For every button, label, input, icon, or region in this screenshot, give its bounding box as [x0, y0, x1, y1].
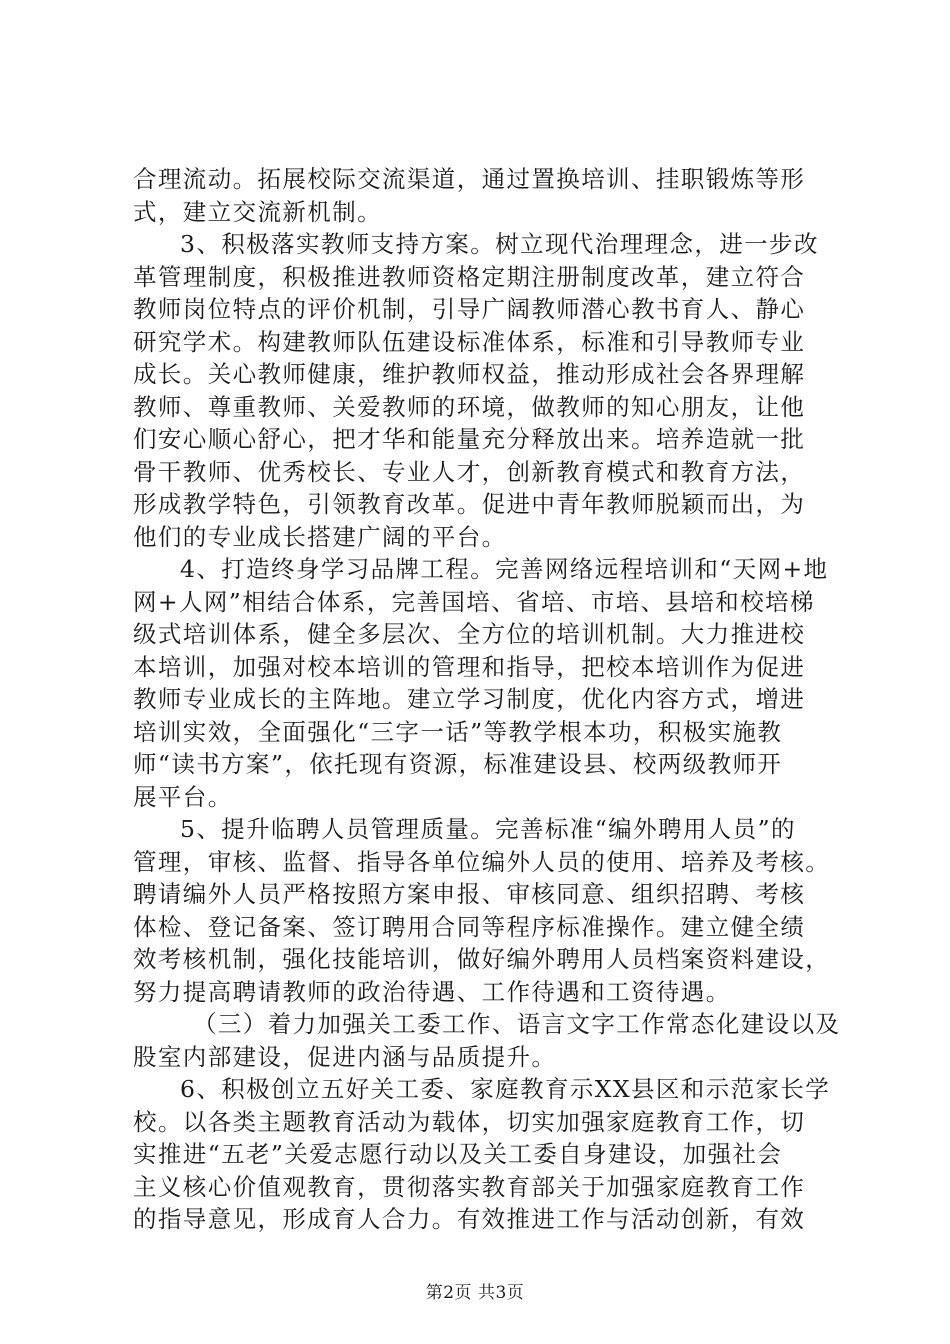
text-line: 网+人网”相结合体系，完善国培、省培、市培、县培和校培梯 [133, 587, 815, 616]
text-line: 师“读书方案”，依托现有资源，标准建设县、校两级教师开 [133, 750, 783, 778]
document-body [133, 163, 841, 1236]
text-line: 形成教学特色，引领教育改革。促进中青年教师脱颖而出，为 [133, 490, 806, 518]
text-line: 们安心顺心舒心，把才华和能量充分释放出来。培养造就一批 [133, 425, 806, 453]
text-line: 管理，审核、监督、指导各单位编外人员的使用、培养及考核。 [133, 847, 831, 876]
text-line: 本培训，加强对校本培训的管理和指导，把校本培训作为促进 [133, 652, 806, 681]
text-line: 的指导意见，形成育人合力。有效推进工作与活动创新，有效 [133, 1205, 806, 1233]
text-line: 教师岗位特点的评价机制，引导广阔教师潜心教书育人、静心 [133, 295, 806, 323]
text-line: 他们的专业成长搭建广阔的平台。 [133, 522, 507, 551]
text-line: 革管理制度，积极推进教师资格定期注册制度改革，建立符合 [133, 262, 806, 291]
paragraph-start-line: 3、积极落实教师支持方案。树立现代治理理念，进一步改 [180, 230, 819, 258]
text-line: 聘请编外人员严格按照方案申报、审核同意、组织招聘、考核 [133, 880, 806, 908]
paragraph-start-line: 5、提升临聘人员管理质量。完善标准“编外聘用人员”的 [180, 815, 796, 843]
text-line: 效考核机制，强化技能培训，做好编外聘用人员档案资料建设， [133, 945, 831, 973]
text-line: 努力提高聘请教师的政治待遇、工作待遇和工资待遇。 [133, 977, 731, 1006]
text-line: 展平台。 [133, 782, 233, 811]
text-line: 体检、登记备案、签订聘用合同等程序标准操作。建立健全绩 [133, 912, 806, 941]
text-line: 教师、尊重教师、关爱教师的环境，做教师的知心朋友，让他 [133, 392, 806, 421]
text-line: 实推进“五老”关爱志愿行动以及关工委自身建设，加强社会 [133, 1140, 783, 1168]
text-line: 校。以各类主题教育活动为载体，切实加强家庭教育工作，切 [133, 1107, 806, 1136]
paragraph-start-line: 4、打造终身学习品牌工程。完善网络远程培训和“天网+地 [180, 555, 829, 583]
text-line: 成长。关心教师健康，维护教师权益，推动形成社会各界理解 [133, 360, 806, 388]
text-line: 研究学术。构建教师队伍建设标准体系，标准和引导教师专业 [133, 327, 806, 356]
text-line: 主义核心价值观教育，贯彻落实教育部关于加强家庭教育工作 [133, 1172, 806, 1201]
page-number-footer: 第2页 共3页 [425, 1283, 525, 1303]
text-line: 培训实效，全面强化“三字一话”等教学根本功，积极实施教 [133, 717, 783, 746]
section-heading-line: 股室内部建设，促进内涵与品质提升。 [133, 1042, 557, 1071]
section-heading-line: （三）着力加强关工委工作、语言文字工作常态化建设以及 [193, 1010, 841, 1038]
text-line: 式，建立交流新机制。 [133, 197, 382, 226]
paragraph-start-line: 6、积极创立五好关工委、家庭教育示XX县区和示范家长学 [180, 1075, 831, 1103]
text-line: 合理流动。拓展校际交流渠道，通过置换培训、挂职锻炼等形 [133, 165, 806, 193]
text-line: 骨干教师、优秀校长、专业人才，创新教育模式和教育方法， [133, 457, 806, 486]
text-line: 级式培训体系，健全多层次、全方位的培训机制。大力推进校 [133, 620, 806, 648]
text-line: 教师专业成长的主阵地。建立学习制度，优化内容方式，增进 [133, 685, 806, 713]
